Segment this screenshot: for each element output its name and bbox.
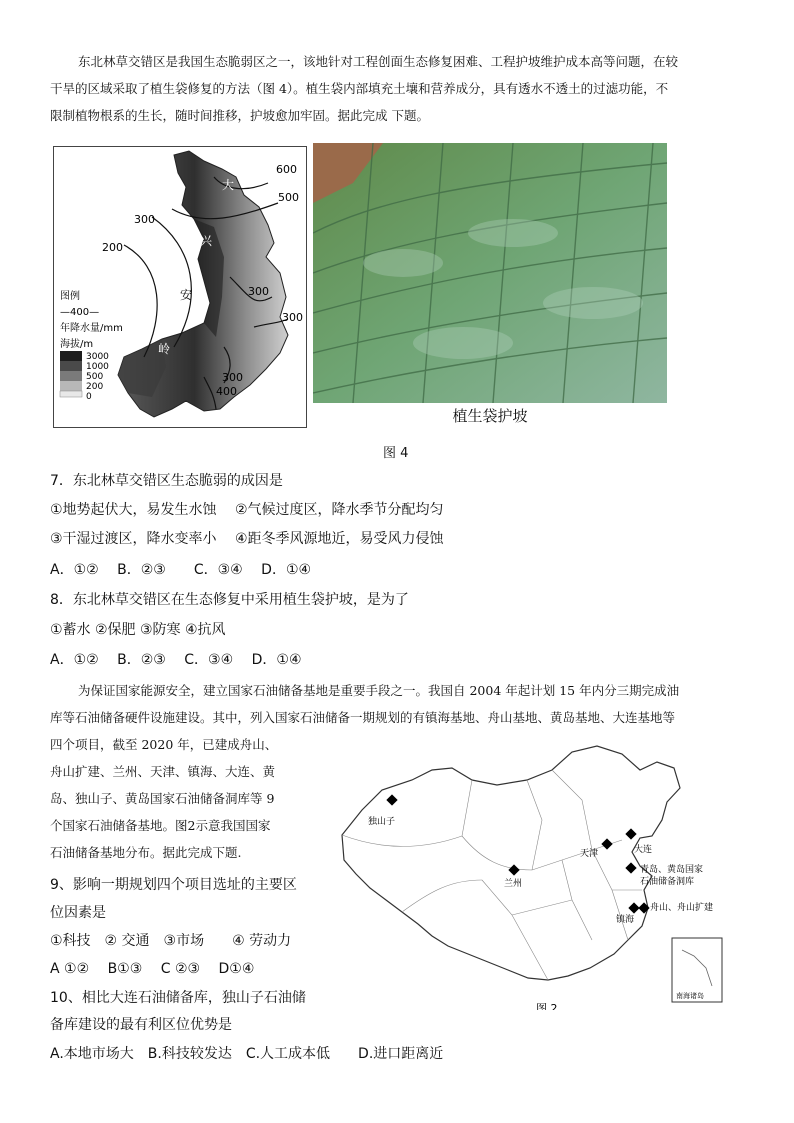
slope-photo-svg (313, 143, 667, 403)
northeast-map-svg (54, 147, 306, 427)
intro-paragraph-2-cont (50, 731, 320, 866)
range-char: 兴 (200, 234, 213, 248)
intro-paragraph-1 (50, 48, 750, 129)
slope-photo (313, 143, 667, 403)
site-label: 兰州 (504, 879, 523, 889)
question-10-stem-1: 10、相比大连石油储备库，独山子石油储 (50, 990, 306, 1006)
contour-label: 300 (282, 311, 303, 324)
intro-line: 石油储备基地分布。据此完成下题. (50, 845, 242, 860)
site-label: 舟山、舟山扩建 (650, 903, 714, 913)
china-oil-map-svg (322, 740, 732, 1010)
inset-label: 南海诸岛 (676, 992, 704, 1000)
contour-label: 300 (222, 371, 243, 384)
question-7-options-34: ③干湿过渡区，降水变率小 ④距冬季风源地近，易受风力侵蚀 (50, 531, 444, 547)
site-label: 石油储备洞库 (640, 877, 695, 887)
intro-line: 库等石油储备硬件设施建设。其中，列入国家石油储备一期规划的有镇海基地、舟山基地、黄岛基地、大连基地等 (50, 710, 676, 725)
photo-caption: 植生袋护坡 (452, 407, 528, 425)
question-7-stem: 7．东北林草交错区生态脆弱的成因是 (50, 473, 283, 489)
range-char: 安 (180, 288, 193, 302)
legend-title: 图例 (60, 291, 80, 302)
legend-elev: 海拔/m (60, 339, 94, 350)
intro-line: 为保证国家能源安全，建立国家石油储备基地是重要手段之一。我国自 2004 年起计划 15 年内分三期完成油 (78, 683, 680, 698)
question-10-answers: A.本地市场大 B.科技较发达 C.人工成本低 D.进口距离近 (50, 1046, 444, 1062)
elev-level: 200 (86, 382, 104, 392)
intro-line: 限制植物根系的生长，随时间推移，护坡愈加牢固。据此完成 下题。 (50, 108, 429, 123)
site-label: 大连 (634, 845, 653, 855)
china-outline (342, 746, 680, 980)
elev-level: 500 (86, 372, 104, 382)
figure-4-label: 图 4 (383, 446, 409, 461)
contour-label: 300 (248, 285, 269, 298)
intro-line: 个国家石油储备基地。图2示意我国国家 (50, 818, 271, 833)
site-label: 青岛、黄岛国家 (640, 865, 704, 875)
elev-level: 1000 (86, 362, 109, 372)
contour-label: 500 (278, 191, 299, 204)
intro-line: 舟山扩建、兰州、天津、镇海、大连、黄 (50, 764, 276, 779)
contour-label: 300 (134, 213, 155, 226)
figure-2-label: 图 2 (536, 1002, 558, 1010)
intro-line: 岛、独山子、黄岛国家石油储备洞库等 9 (50, 791, 275, 806)
question-10-stem-2: 备库建设的最有利区位优势是 (50, 1017, 232, 1033)
intro-paragraph-2 (50, 677, 750, 731)
range-char: 岭 (158, 342, 171, 356)
question-7-answers: A．①② B．②③ C．③④ D．①④ (50, 562, 312, 578)
site-label: 镇海 (616, 915, 635, 925)
contour-label: 400 (216, 385, 237, 398)
legend-precip: 年降水量/mm (60, 323, 123, 334)
elev-level: 3000 (86, 352, 109, 362)
question-9-stem-1: 9、影响一期规划四个项目选址的主要区 (50, 877, 297, 893)
site-label: 天津 (580, 849, 599, 859)
question-7-options-12: ①地势起伏大，易发生水蚀 ②气候过度区，降水季节分配均匀 (50, 502, 444, 518)
question-8-options: ①蓄水 ②保肥 ③防寒 ④抗风 (50, 622, 226, 638)
contour-label: 200 (102, 241, 123, 254)
range-char: 大 (222, 178, 235, 192)
question-9-options: ①科技 ② 交通 ③市场 ④ 劳动力 (50, 933, 292, 949)
northeast-map (53, 146, 307, 428)
question-9-stem-2: 位因素是 (50, 905, 106, 921)
contour-label: 600 (276, 163, 297, 176)
china-oil-map (322, 740, 732, 1010)
intro-line: 四个项目，截至 2020 年，已建成舟山、 (50, 737, 278, 752)
intro-line: 东北林草交错区是我国生态脆弱区之一，该地针对工程创面生态修复困难、工程护坡维护成本高等问题，在较 (78, 54, 679, 69)
legend-line: —400— (60, 307, 100, 318)
question-8-answers: A．①② B．②③ C．③④ D．①④ (50, 652, 302, 668)
question-8-stem: 8．东北林草交错区在生态修复中采用植生袋护坡，是为了 (50, 592, 409, 608)
intro-line: 干旱的区域采取了植生袋修复的方法（图 4）。植生袋内部填充土壤和营养成分，具有透水不透土的过滤功能，不 (50, 81, 669, 96)
question-9-answers: A ①② B①③ C ②③ D①④ (50, 961, 255, 977)
elev-level: 0 (86, 392, 92, 402)
site-label: 独山子 (368, 817, 396, 827)
